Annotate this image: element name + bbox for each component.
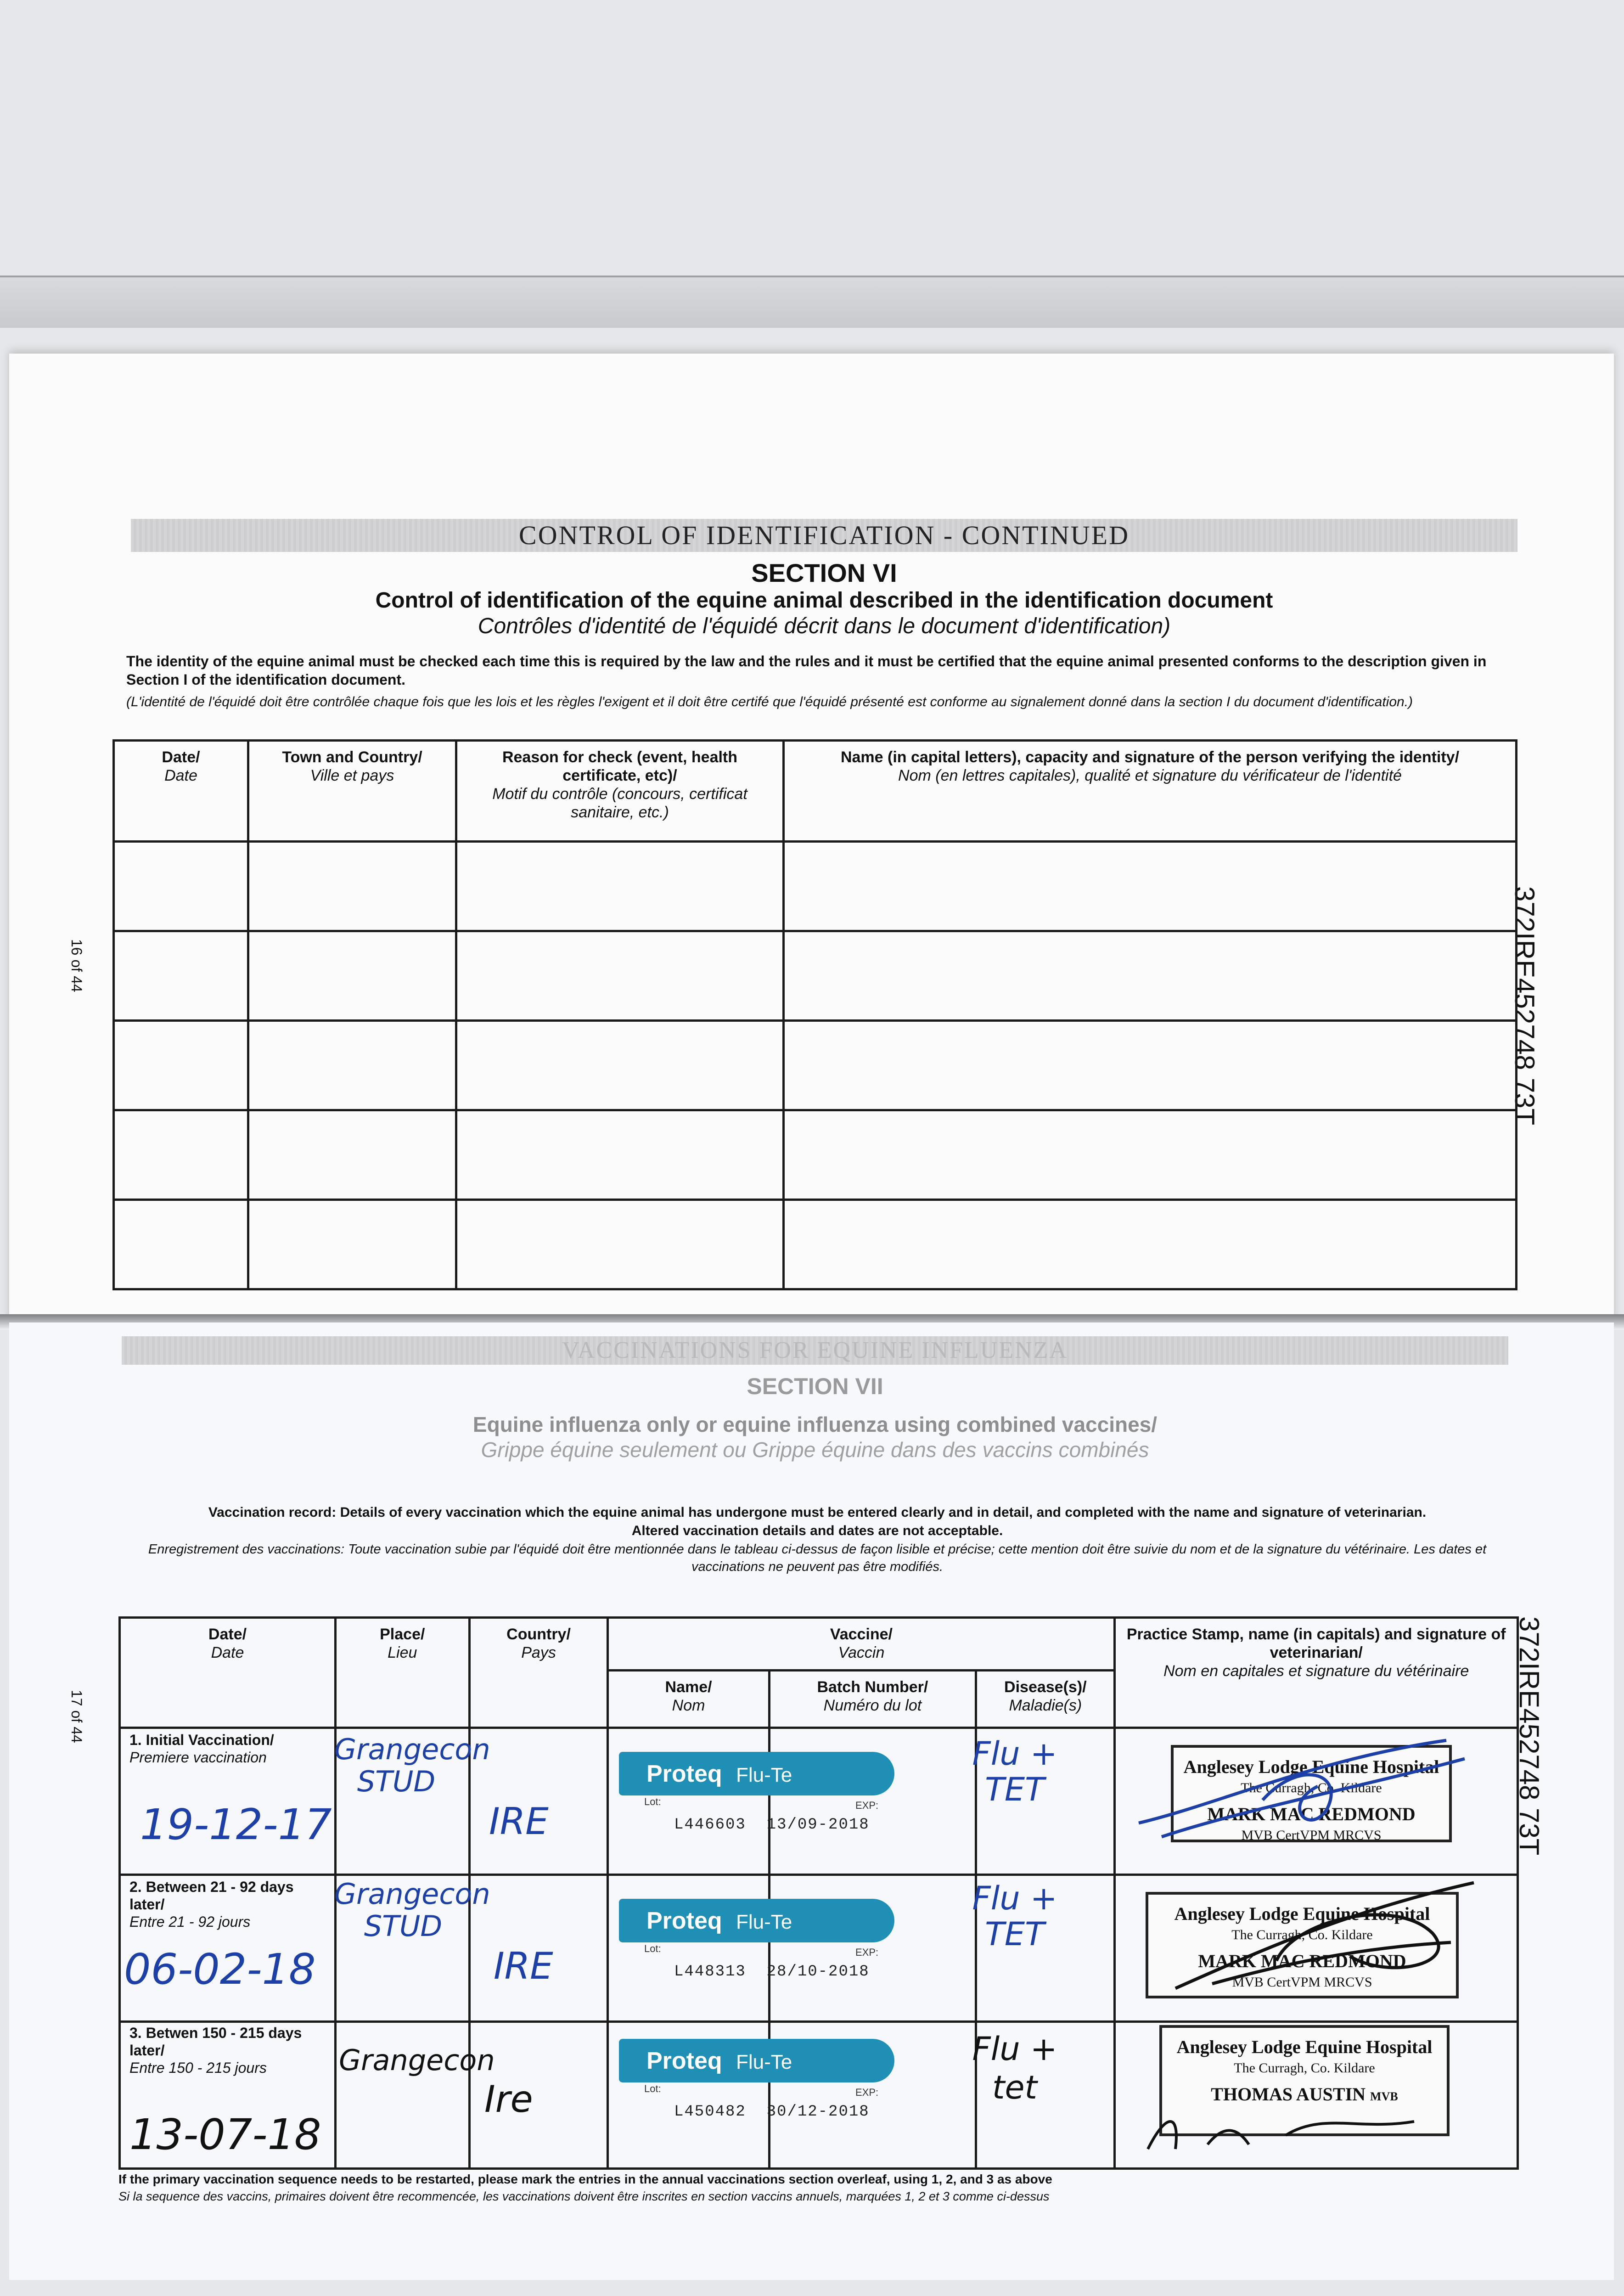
passport-cover-edge [0,276,1624,328]
batch-number: L450482 [674,2103,746,2121]
stamp-practice-name: Anglesey Lodge Equine Hospital [1176,2037,1433,2057]
stamp-address: The Curragh, Co. Kildare [1241,1780,1382,1795]
table-row [114,1110,1517,1200]
disease-entry: Flu + TET [972,1735,1057,1808]
stamp-vet-name: MARK MAC REDMOND [1207,1804,1416,1824]
section-title-en: Control of identification of the equine animal described in the identification document [375,588,1273,613]
table-row [114,1200,1517,1289]
lot-label: Lot: [644,1796,661,1807]
expiry-date: 28/10-2018 [766,1963,870,1981]
stamp-address: The Curragh, Co. Kildare [1234,2060,1375,2076]
disease-entry: Flu + tet [972,2030,1057,2106]
record-text-en-2: Altered vaccination details and dates are not acceptable. [631,1523,1003,1538]
col-batch-number: Batch Number/ Numéro du lot [769,1671,976,1728]
col-place: Place/ Lieu [335,1618,469,1728]
col-date: Date/ Date [114,741,248,842]
exp-label: EXP: [855,2087,879,2098]
stamp-vet-name: THOMAS AUSTIN [1211,2084,1366,2105]
identity-check-table [112,739,1517,1290]
batch-number: L446603 [674,1816,746,1834]
vet-signature-1 [1125,1731,1483,1860]
vet-signature-3 [1139,2103,1433,2158]
footer-note-en: If the primary vaccination sequence needs to be restarted, please mark the entries in the annual vaccinations section overleaf, using 1, 2, and 3 as above [118,2172,1052,2186]
section-title-fr: Grippe équine seulement ou Grippe équine dans des vaccins combinés [481,1438,1149,1462]
expiry-date: 30/12-2018 [766,2103,870,2121]
section-heading: SECTION VI [751,558,897,587]
footer-note-fr: Si la sequence des vaccins, primaires doivent être recommencée, les vaccinations doivent être inscrites en section vaccins annuels, marquées 1, 2 et 3 comme ci-dessus [118,2189,1050,2203]
vaccine-brand: Proteq [646,2048,722,2074]
lot-label: Lot: [644,1943,661,1954]
row-label: 1. Initial Vaccination/ Premiere vaccination [129,1732,274,1766]
vaccination-date: 06-02-18 [124,1945,316,1994]
vaccine-brand: Proteq [646,1908,722,1934]
vaccine-batch-sticker [619,1752,894,1837]
col-town-country: Town and Country/ Ville et pays [248,741,456,842]
page-number: 16 of 44 [68,939,85,992]
section-title-fr: Contrôles d'identité de l'équidé décrit dans le document d'identification) [478,614,1171,638]
vaccine-brand: Proteq [646,1761,722,1787]
table-row [114,1021,1517,1110]
col-disease: Disease(s)/ Maladie(s) [976,1671,1115,1728]
passport-id-vertical: 372IRE452748 73T [1514,1616,1545,1856]
vaccination-date: 19-12-17 [140,1800,332,1849]
vaccination-country: Ire [484,2078,533,2121]
vaccination-place: Grangecon STUD [334,1733,490,1798]
vaccine-batch-sticker [619,1899,894,1984]
col-practice-stamp: Practice Stamp, name (in capitals) and signature of veterinarian/ Nom en capitales et signature du vétérinaire [1115,1618,1518,1728]
col-reason: Reason for check (event, health certificate, etc)/ Motif du contrôle (concours, certificat sanitaire, etc.) [456,741,784,842]
section-banner: CONTROL OF IDENTIFICATION - CONTINUED [131,519,1517,552]
exp-label: EXP: [855,1800,879,1811]
vaccine-product: Flu-Te [736,2051,792,2073]
vaccine-product: Flu-Te [736,1911,792,1933]
table-row [114,931,1517,1021]
page-vaccinations [9,1322,1614,2280]
disease-entry: Flu + TET [972,1880,1057,1953]
col-country: Country/ Pays [469,1618,608,1728]
page-number: 17 of 44 [68,1690,85,1743]
vet-signature-2 [1157,1869,1488,2007]
vaccination-country: IRE [494,1945,553,1987]
page-control-of-identification [9,354,1614,1322]
record-text-en: Vaccination record: Details of every vaccination which the equine animal has undergone must be entered clearly and in detail, and completed with the name and signature of veterinarian. [208,1505,1427,1520]
stamp-practice-name: Anglesey Lodge Equine Hospital [1174,1903,1430,1924]
stamp-qualifications: MVB [1370,2090,1398,2103]
stamp-practice-name: Anglesey Lodge Equine Hospital [1183,1756,1439,1777]
section-banner: VACCINATIONS FOR EQUINE INFLUENZA [122,1336,1508,1365]
col-verifier: Name (in capital letters), capacity and signature of the person verifying the identity/ Nom (en lettres capitales), qualité et signature du vérificateur de l'identité [784,741,1517,842]
vaccine-product: Flu-Te [736,1764,792,1786]
stamp-vet-name: MARK MAC REDMOND [1198,1951,1406,1971]
passport-id-vertical: 372IRE452748 73T [1509,886,1540,1125]
record-text-fr: Enregistrement des vaccinations: Toute vaccination subie par l'équidé doit être mentionnée dans le tableau ci-dessus de façon lisible et précise; cette mention doit être suivie du nom et de la signature du vétérinaire. Les dates et vaccinations ne peuvent pas être modifiés. [148,1542,1487,1574]
vaccination-place: Grangecon [339,2043,495,2077]
vaccine-batch-sticker [619,2039,894,2124]
vaccination-date: 13-07-18 [129,2110,321,2159]
col-vaccine-name: Name/ Nom [608,1671,769,1728]
stamp-address: The Curragh, Co. Kildare [1231,1927,1373,1942]
row-label: 3. Betwen 150 - 215 days later/ Entre 150 - 215 jours [129,2025,302,2076]
stamp-qualifications: MVB CertVPM MRCVS [1241,1828,1382,1843]
section-title-en: Equine influenza only or equine influenza using combined vaccines/ [472,1412,1158,1436]
batch-number: L448313 [674,1963,746,1981]
col-vaccine: Vaccine/ Vaccin [608,1618,1115,1671]
vaccination-country: IRE [489,1800,549,1843]
intro-text-fr: (L'identité de l'équidé doit être contrôlée chaque fois que les lois et les règles l'exigent et il doit être certifé que l'équidé présenté est conforme au signalement donné dans la section I du document d'identification.) [126,694,1413,709]
expiry-date: 13/09-2018 [766,1816,870,1834]
intro-text-en: The identity of the equine animal must be checked each time this is required by the law and the rules and it must be certified that the equine animal presented conforms to the description given in Section I of the identification document. [126,653,1487,688]
col-date: Date/ Date [120,1618,336,1728]
section-heading: SECTION VII [747,1373,883,1399]
lot-label: Lot: [644,2083,661,2094]
stamp-qualifications: MVB CertVPM MRCVS [1232,1975,1372,1990]
table-row [114,842,1517,931]
vaccination-place: Grangecon STUD [334,1877,490,1943]
row-label: 2. Between 21 - 92 days later/ Entre 21 - 92 jours [129,1879,294,1930]
exp-label: EXP: [855,1947,879,1958]
